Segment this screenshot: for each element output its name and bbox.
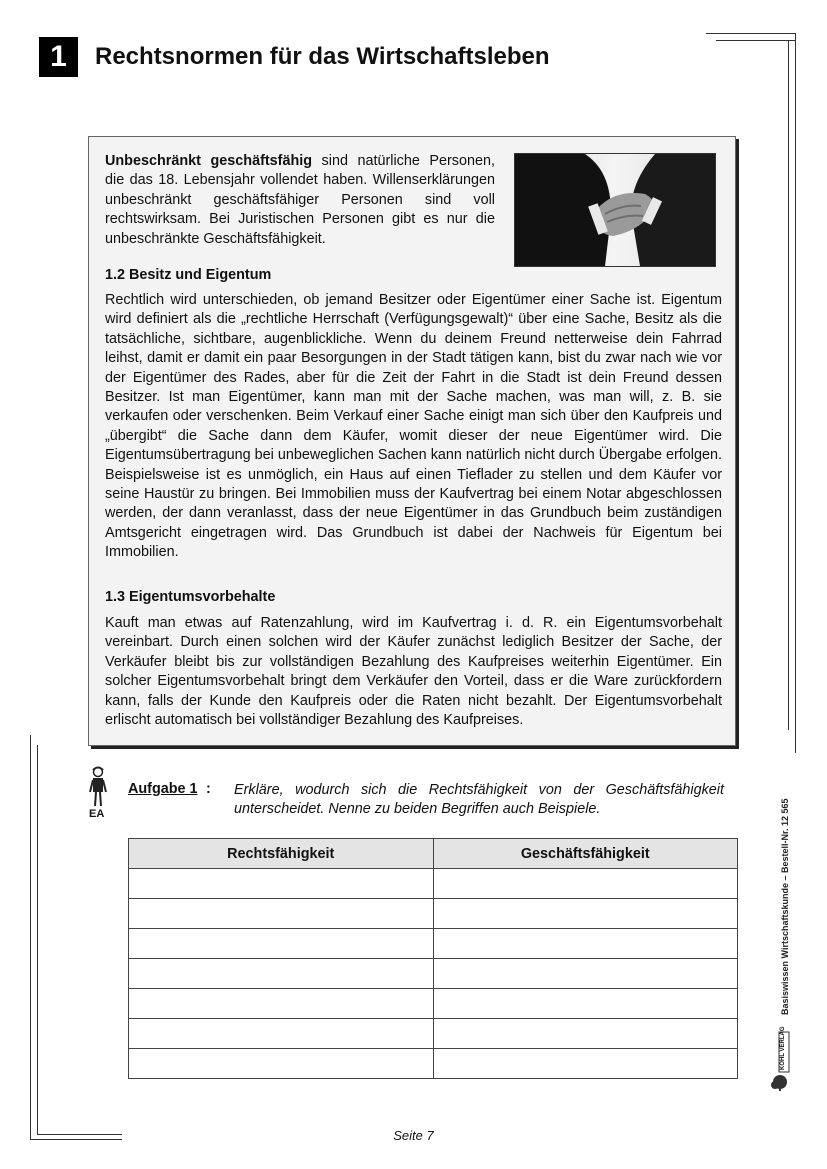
handshake-photo: [514, 153, 716, 267]
answer-cell[interactable]: [129, 1019, 434, 1049]
frame-line-top-right: [706, 33, 796, 34]
section-heading-1-2: 1.2 Besitz und Eigentum: [105, 267, 272, 283]
side-credit: Basiswissen Wirtschaftskunde – Bestell-Nr. 12 565: [780, 798, 790, 1015]
answer-cell[interactable]: [433, 959, 738, 989]
table-header-geschaeftsfaehigkeit: Geschäftsfähigkeit: [433, 839, 738, 869]
table-row: [129, 869, 738, 899]
table-row: [129, 899, 738, 929]
answer-cell[interactable]: [433, 1019, 738, 1049]
answer-cell[interactable]: [433, 929, 738, 959]
table-header-rechtsfaehigkeit: Rechtsfähigkeit: [129, 839, 434, 869]
answer-cell[interactable]: [129, 1049, 434, 1079]
task-label: Aufgabe 1: [128, 781, 198, 797]
table-header-row: [129, 839, 738, 869]
table-row: [129, 959, 738, 989]
answer-cell[interactable]: [129, 959, 434, 989]
answer-cell[interactable]: [129, 899, 434, 929]
task-text: Erkläre, wodurch sich die Rechtsfähigkeit von der Geschäftsfähigkeit unterscheidet. Nenne zu beiden Begriffen auch Beispiele.: [234, 782, 724, 818]
answer-cell[interactable]: [433, 1049, 738, 1079]
answer-cell[interactable]: [129, 929, 434, 959]
frame-line-right-2: [788, 40, 789, 730]
answer-table: [128, 838, 738, 1079]
answer-cell[interactable]: [433, 989, 738, 1019]
publisher-logo: [770, 1026, 792, 1092]
intro-text: sind natürliche Personen, die das 18. Lebensjahr vollendet haben. Willenserklärungen unbeschränkt geschäftsfähiger Personen sind voll rechtswirksam. Bei Juristischen Personen gibt es nur die unbeschränkte Geschäftsfähigkeit.: [105, 153, 495, 247]
frame-line-left: [30, 735, 31, 1140]
frame-line-left-2: [37, 745, 38, 1135]
section-heading-1-3: 1.3 Eigentumsvorbehalte: [105, 589, 276, 605]
page-number: Seite 7: [393, 1128, 434, 1143]
page-title: Rechtsnormen für das Wirtschaftsleben: [95, 43, 550, 70]
handshake-image: [515, 154, 715, 266]
section-text-1-3: Kauft man etwas auf Ratenzahlung, wird im Kaufvertrag i. d. R. ein Eigentumsvorbehalt vereinbart. Durch einen solchen wird der Käufer zunächst lediglich Besitzer der Sache, der Verkäufer bleibt bis zur vollständigen Bezahlung des Kaufpreises weiterhin Eigentümer. Ein solcher Eigentumsvorbehalt bringt dem Verkäufer den Vorteil, dass er die Ware zurückfordern kann, falls der Kunde den Kaufpreis oder die Raten nicht bezahlt. Der Eigentumsvorbehalt erlischt automatisch bei vollständiger Bezahlung des Kaufpreises.: [105, 615, 722, 729]
task-colon: :: [206, 781, 211, 797]
table-row: [129, 1019, 738, 1049]
chapter-number-badge: 1: [39, 37, 78, 77]
intro-bold-term: Unbeschränkt geschäftsfähig: [105, 153, 313, 169]
table-row: [129, 989, 738, 1019]
intro-paragraph: [105, 152, 495, 249]
answer-cell[interactable]: [129, 869, 434, 899]
frame-line-top-right-2: [716, 40, 796, 41]
table-row: [129, 929, 738, 959]
answer-cell[interactable]: [433, 869, 738, 899]
publisher-name: KOHL VERLAG: [780, 1026, 786, 1070]
frame-line-right: [795, 33, 796, 753]
answer-cell[interactable]: [129, 989, 434, 1019]
student-figure-icon: [88, 766, 108, 810]
table-row: [129, 1049, 738, 1079]
section-text-1-2: Rechtlich wird unterschieden, ob jemand Besitzer oder Eigentümer einer Sache ist. Eigentum wird definiert als die „rechtliche Herrschaft (Verfügungsgewalt)“ über eine Sache, Besitz als die tatsächliche, sichtbare, augenblickliche. Wenn du deinem Freund netterweise dein Fahrrad leihst, damit er damit ein paar Besorgungen in der Stadt tätigen kann, bist du zwar nach wie vor der Eigentümer des Rades, aber für die Zeit der Fahrt in die Stadt ist dein Freund dessen Besitzer. Ist man Eigentümer, kann man mit der Sache machen, was man will, z. B. sie verkaufen oder verschenken. Beim Verkauf einer Sache einigt man sich über den Kaufpreis und „übergibt“ die Sache dann dem Käufer, womit dieser der neue Eigentümer wird. Die Eigentumsübertragung bei unbeweglichen Sachen kann natürlich nicht durch Übergabe erfolgen. Beispielsweise ist es unmöglich, ein Haus auf einen Tieflader zu stellen und dem Käufer vor seine Haustür zu bringen. Bei Immobilien muss der Kaufvertrag bei einem Notar abgeschlossen werden, der dann veranlasst, dass der neue Eigentümer in das Grundbuch beim zuständigen Amtsgericht eingetragen wird. Das Grundbuch ist dabei der Nachweis für Eigentum bei Immobilien.: [105, 292, 722, 561]
work-form-label: EA: [89, 808, 105, 820]
answer-cell[interactable]: [433, 899, 738, 929]
